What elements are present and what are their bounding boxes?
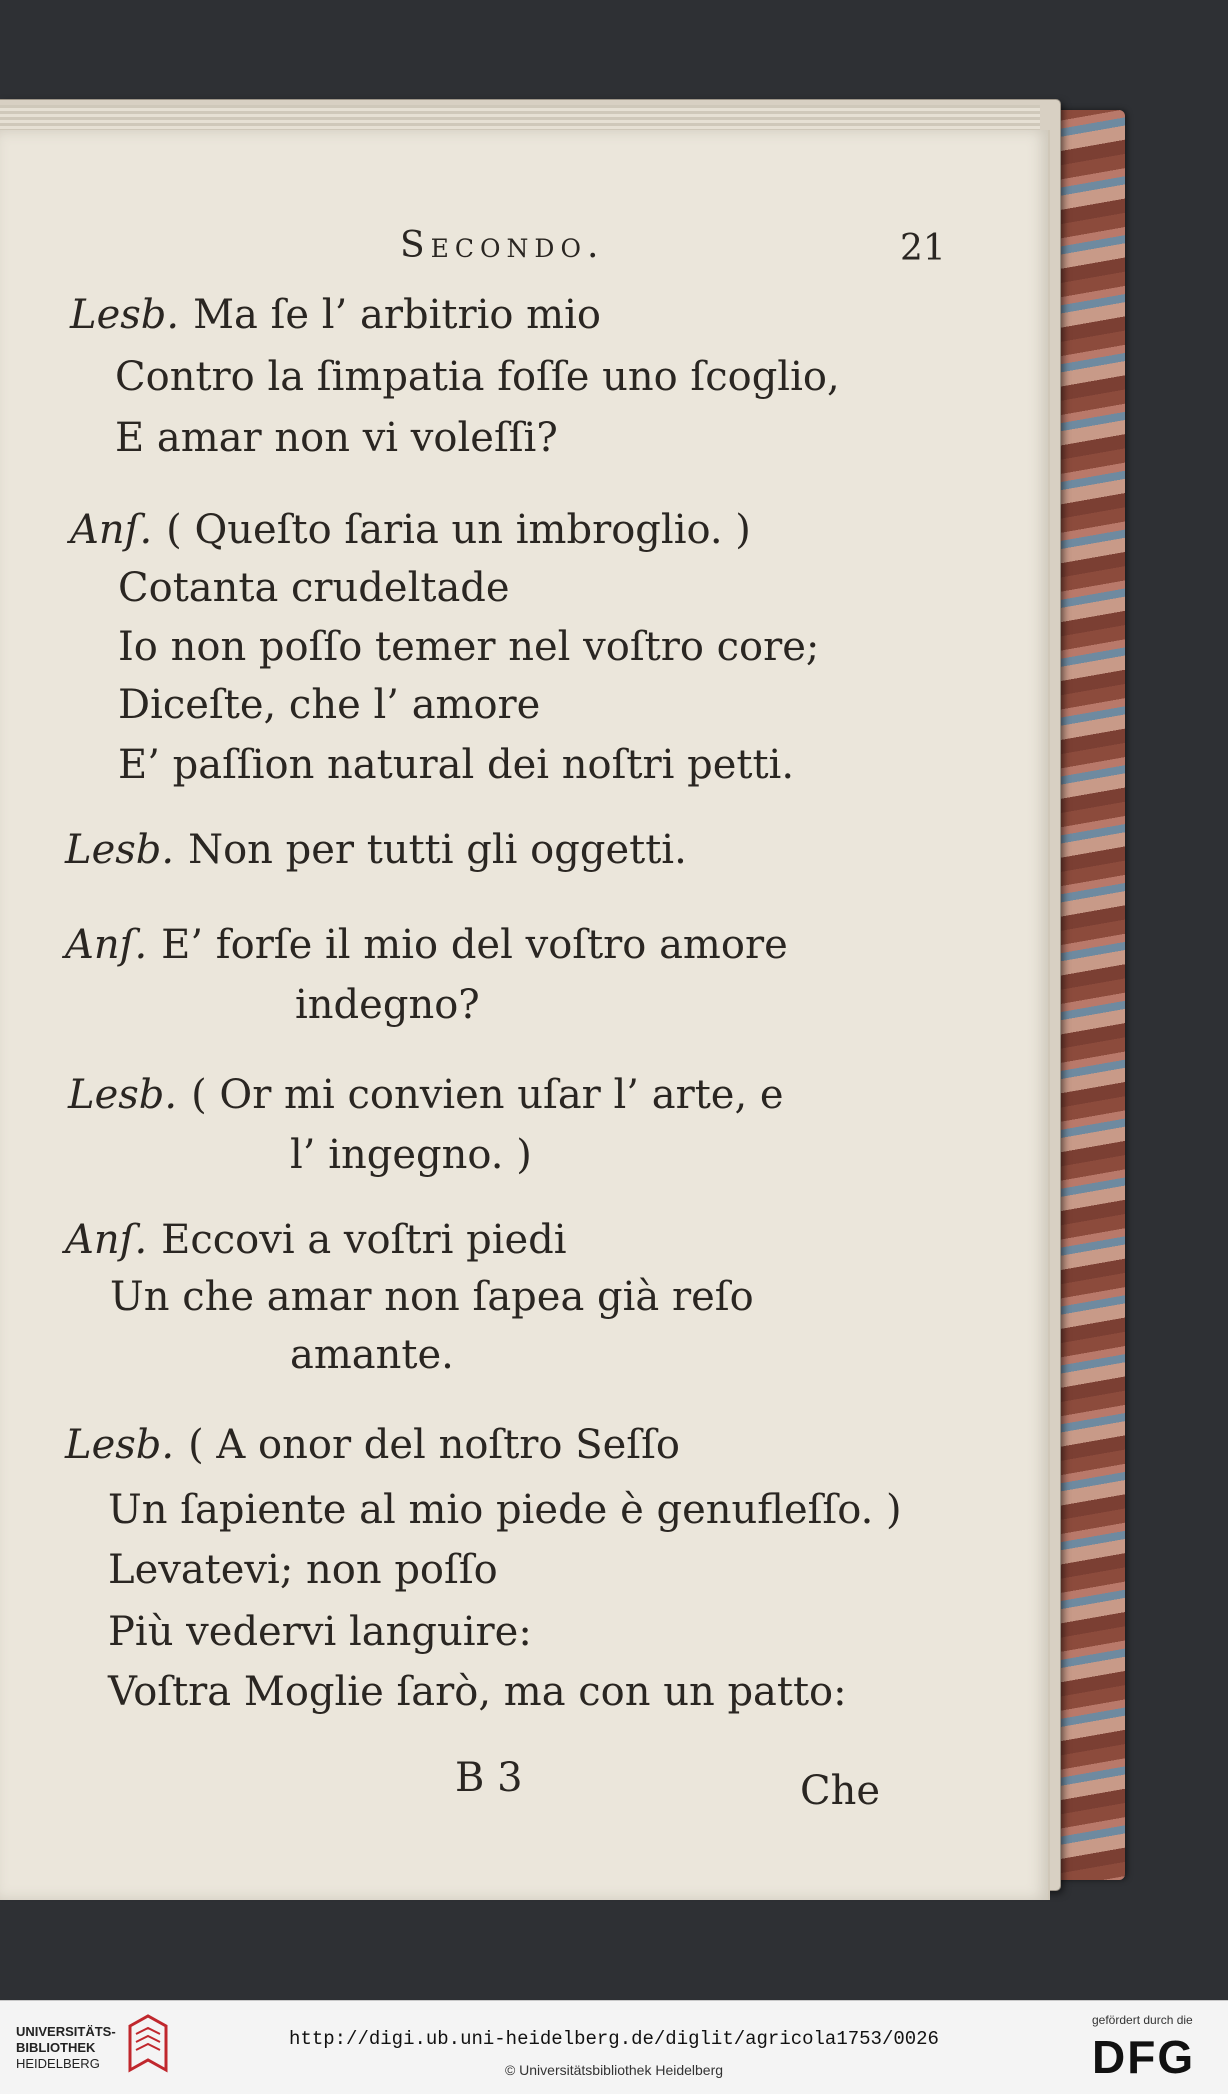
verse-text: indegno? [295, 982, 480, 1028]
text-line [68, 1072, 784, 1118]
text-line [65, 922, 788, 968]
permalink-url[interactable]: http://digi.ub.uni-heidelberg.de/diglit/agricola1753/0026 [289, 2028, 939, 2050]
text-line [108, 1669, 847, 1715]
verse-text: Levatevi; non poſſo [108, 1547, 498, 1593]
speaker-label: Lesb. [65, 1422, 175, 1468]
copyright-text: © Universitätsbibliothek Heidelberg [504, 2062, 724, 2078]
text-line [115, 415, 558, 461]
verse-text: Ma ſe l’ arbitrio mio [193, 292, 601, 338]
catchword: Che [800, 1768, 881, 1814]
dfg-logo[interactable]: DFG [1092, 2031, 1196, 2083]
verse-text: Voſtra Moglie ſarò, ma con un patto: [108, 1669, 847, 1715]
verse-text: Io non poſſo temer nel voſtro core; [118, 624, 820, 670]
verse-text: amante. [290, 1332, 454, 1378]
text-line [295, 982, 480, 1028]
library-name-line: UNIVERSITÄTS- [16, 2024, 116, 2039]
library-name-line: BIBLIOTHEK [16, 2040, 96, 2055]
text-line [70, 292, 601, 338]
verse-text: l’ ingegno. ) [290, 1132, 532, 1178]
verse-text: E’ paſſion natural dei noſtri petti. [118, 742, 795, 788]
speaker-label: Lesb. [65, 827, 175, 873]
speaker-label: Anſ. [65, 1217, 148, 1263]
text-line [118, 742, 795, 788]
library-name-line: HEIDELBERG [16, 2056, 100, 2071]
text-line [70, 507, 751, 553]
verse-text: Non per tutti gli oggetti. [188, 827, 687, 873]
verse-text: ( A onor del noſtro Seſſo [188, 1422, 680, 1468]
text-line [108, 1547, 498, 1593]
verse-text: Un che amar non ſapea già reſo [110, 1274, 754, 1320]
verse-text: Diceſte, che l’ amore [118, 682, 541, 728]
text-line [110, 1274, 754, 1320]
text-line [65, 827, 687, 873]
verse-text: Un ſapiente al mio piede è genufleſſo. ) [108, 1487, 902, 1533]
text-line [290, 1132, 532, 1178]
speaker-label: Anſ. [65, 922, 148, 968]
text-line [290, 1332, 454, 1378]
text-line [115, 354, 840, 400]
speaker-label: Lesb. [68, 1072, 178, 1118]
text-line [118, 565, 510, 611]
verse-text: Cotanta crudeltade [118, 565, 510, 611]
signature-mark: B 3 [455, 1755, 523, 1801]
text-line [65, 1422, 680, 1468]
verse-text: ( Queſto ſaria un imbroglio. ) [166, 507, 751, 553]
verse-text: Contro la ſimpatia foſſe uno ſcoglio, [115, 354, 840, 400]
verse-text: E’ forſe il mio del voſtro amore [161, 922, 788, 968]
text-line [118, 624, 820, 670]
funding-label: gefördert durch die [1092, 2013, 1193, 2027]
verse-text: ( Or mi convien uſar l’ arte, e [191, 1072, 784, 1118]
text-line [108, 1487, 902, 1533]
text-line [65, 1217, 567, 1263]
speaker-label: Lesb. [70, 292, 180, 338]
page-number: 21 [900, 228, 946, 269]
running-header: Secondo. [400, 225, 605, 266]
verse-text: Eccovi a voſtri piedi [161, 1217, 567, 1263]
speaker-label: Anſ. [70, 507, 153, 553]
verse-text: E amar non vi voleſſi? [115, 415, 558, 461]
text-line [108, 1609, 532, 1655]
text-line [118, 682, 541, 728]
verse-text: Più vedervi languire: [108, 1609, 532, 1655]
